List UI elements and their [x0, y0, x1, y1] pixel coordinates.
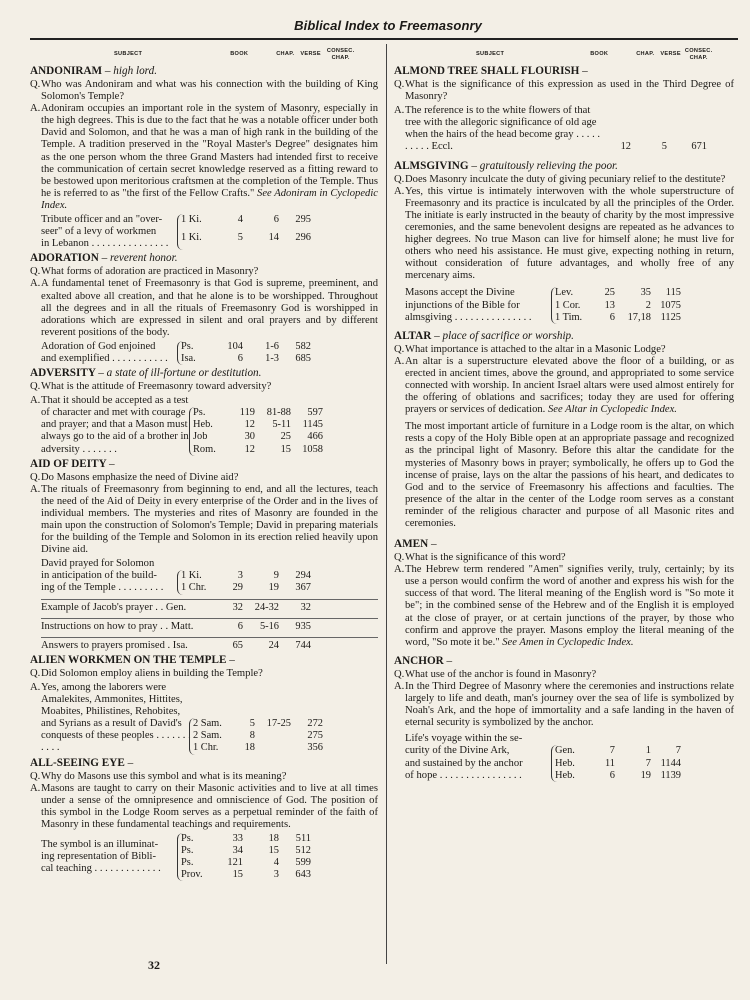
ref-table — [177, 214, 311, 250]
answer-text: A fundamental tenet of Freemasonry is that God is supreme, preeminent, and exalted above all creation, and that he alone is to be worshipped. Throughout all the degrees and in all the rituals of Freemasonry God is worshipped in adorations which are expressed in silent and oral prayers and by different reverent positions of the body. — [41, 278, 378, 338]
q-label: Q. — [30, 266, 41, 278]
answer-text: Yes, among the laborers were Amalekites, Ammonites, Hittites, Moabites, Philistines, Rehobites, and Syrians as a result of David's conquests of these peoples . . . . . . . . . . . — [41, 681, 191, 754]
question — [394, 552, 734, 564]
verse-header: VERSE — [660, 51, 681, 57]
ref-verse: 81-88 — [266, 407, 291, 419]
definition: – a state of ill-fortune or destitution. — [98, 367, 262, 380]
answer-text: The reference is to the white flowers of that tree with the allegoric significance of old age when the hairs of the head become gray . . . . . . . . . . Eccl. — [405, 105, 601, 153]
question — [30, 79, 378, 103]
title-text: ANDONIRAM — [30, 65, 103, 77]
a-label: A. — [30, 681, 41, 693]
ref-consec: 294 — [295, 570, 311, 582]
book-header: BOOK — [230, 51, 249, 57]
a-label: A. — [30, 395, 41, 407]
entry-all-seeing-eye — [30, 757, 378, 882]
page-number: 32 — [148, 958, 160, 972]
a-label: A. — [30, 278, 41, 290]
question-text: Does Masonry inculcate the duty of giving pecuniary relief to the destitute? — [405, 173, 726, 185]
question-text: What use of the anchor is found in Masonry? — [405, 668, 597, 680]
ref-verse: 24 — [268, 639, 279, 651]
title-text: AID OF DEITY — [30, 457, 107, 470]
answer — [30, 783, 378, 831]
entry-title — [30, 252, 378, 265]
ref-consec: 582 — [295, 340, 311, 352]
q-label: Q. — [30, 381, 41, 393]
ref-book: Lev. — [555, 287, 574, 299]
answer-with-refs — [30, 682, 378, 755]
ref-verse: 5-11 — [272, 419, 291, 431]
ref-table — [551, 287, 681, 323]
ref-verse: 3 — [273, 869, 279, 881]
question — [30, 266, 378, 278]
ref-text: Masons accept the Divine injunctions of the Bible for almsgiving . . . . . . . . . . . . . . . — [405, 287, 532, 323]
definition: – — [446, 654, 453, 667]
entry-adversity — [30, 367, 378, 456]
ref-verse: 14 — [268, 232, 279, 244]
ref-book: Heb. — [193, 419, 213, 431]
a-label: A. — [30, 483, 41, 495]
ref-chap: 121 — [227, 857, 243, 869]
right-column — [394, 48, 734, 782]
question-text: What is the significance of this expression as used in the Third Degree of Masonry? — [405, 79, 734, 103]
a-label: A. — [30, 782, 41, 794]
ref-table — [177, 570, 311, 594]
entry-title — [30, 757, 378, 770]
question-text: What importance is attached to the altar in a Masonic Lodge? — [405, 343, 666, 355]
question — [394, 669, 734, 681]
q-label: Q. — [394, 552, 405, 564]
question — [394, 79, 734, 103]
ref-book: Ps. — [193, 407, 206, 419]
answer-text: Yes, this virtue is intimately interwoven with the whole superstructure of Freemasonry and its practice is inculcated by all the principles of the Order. The initiate is early instructed in the beauty of charity by the most impressive ceremonies, and the same benevolent designs are repeated as he advances to higher degrees. No true Mason can live for himself alone; he must live for others who need his assistance. He must give, expecting nothing in return, without consideration of future advantages, and wholly free of any mercenary aims. — [405, 185, 734, 282]
entry-alien-workmen — [30, 654, 378, 755]
ref-chap: 30 — [244, 431, 255, 443]
title-text: ALIEN WORKMEN ON THE TEMPLE — [30, 653, 227, 666]
ref-book: Ps. — [181, 340, 194, 352]
ref-book: 2 Sam. — [193, 718, 222, 730]
ref-consec: 512 — [295, 845, 311, 857]
q-label: Q. — [394, 343, 405, 355]
title-text: ADVERSITY — [30, 367, 96, 380]
q-label: Q. — [394, 668, 405, 680]
ref-verse: 25 — [280, 431, 291, 443]
consec-header — [685, 48, 713, 63]
answer-text: Masons are taught to carry on their Masonic activities and to live at all times under a sense of the omnipresence and omniscience of God. The position of this symbol in the Lodge Room serves as a perpetual reminder of the faith of Masonry in these fundamental teachings and requirements. — [41, 782, 378, 830]
ref-verse: 15 — [268, 845, 279, 857]
chap-header: CHAP. — [636, 51, 655, 57]
ref-chap: 18 — [244, 742, 255, 754]
ref-consec: 1058 — [302, 443, 323, 455]
ref-chap: 3 — [237, 570, 243, 582]
ref-book: 1 Ki. — [181, 232, 202, 244]
ref-chap: 8 — [249, 730, 255, 742]
ref-verse: 1-3 — [265, 352, 279, 364]
ref-chap: 12 — [620, 141, 631, 153]
answer — [394, 564, 734, 649]
ref-table — [225, 621, 311, 633]
a-label: A. — [394, 355, 405, 367]
answer-text: In the Third Degree of Masonry where the ceremonies and instructions relate largely to life and death, man's journey over the sea of life is symbolized by Noah's Ark, and the hope of immortality and a safe landing in the haven of eternal security is symbolized by the anchor. — [405, 680, 734, 729]
question — [30, 668, 378, 680]
see-reference: See Altar in Cyclopedic Index. — [547, 404, 677, 416]
entry-almond-tree — [394, 65, 734, 154]
scripture-refs — [41, 833, 378, 881]
column-divider — [386, 44, 387, 964]
entry-anchor — [394, 655, 734, 782]
ref-chap: 34 — [232, 845, 243, 857]
ref-chap: 25 — [604, 287, 615, 299]
a-label: A. — [394, 680, 405, 692]
ref-book: Prov. — [181, 869, 203, 881]
ref-consec: 7 — [675, 745, 681, 757]
title-text: ALTAR — [394, 329, 432, 342]
ref-consec: 935 — [295, 620, 311, 632]
q-label: Q. — [30, 79, 41, 90]
ref-book: Ps. — [181, 832, 194, 844]
answer — [30, 278, 378, 338]
entry-title — [394, 538, 734, 551]
ref-text: Example of Jacob's prayer . . Gen. — [41, 601, 187, 613]
entry-title — [30, 65, 378, 78]
title-text: ALL-SEEING EYE — [30, 756, 125, 769]
definition: – reverent honor. — [101, 252, 178, 265]
answer — [394, 105, 601, 153]
ref-chap: 11 — [604, 757, 615, 769]
ref-verse: 19 — [268, 582, 279, 594]
ref-consec: 599 — [295, 857, 311, 869]
ref-book: Rom. — [193, 443, 216, 455]
ref-consec: 1125 — [660, 311, 681, 323]
answer — [30, 395, 193, 455]
ref-text: Answers to prayers promised . Isa. — [41, 639, 188, 651]
ref-book: 1 Ki. — [181, 570, 202, 582]
extra-ref — [41, 621, 378, 633]
ref-verse: 9 — [273, 570, 279, 582]
ref-consec: 356 — [307, 742, 323, 754]
entry-amen — [394, 538, 734, 649]
ref-consec: 275 — [307, 730, 323, 742]
see-reference: See Amen in Cyclopedic Index. — [502, 636, 634, 648]
ref-verse: 15 — [280, 443, 291, 455]
answer — [394, 186, 734, 283]
ref-consec: 32 — [300, 601, 311, 613]
answer-text: An altar is a superstructure elevated above the floor of a building, or as erected in ancient times, above the ground, and appropriated to some service connected with worship. In ancient Israel altars were used almost entirely for the offering of oblations and sacrifices; today they are used for offering prayers or services of dedication. — [405, 355, 734, 416]
title-text: ANCHOR — [394, 654, 444, 667]
ref-book: 1 Cor. — [555, 299, 581, 311]
entry-title — [394, 330, 734, 343]
ref-chap: 4 — [237, 214, 243, 226]
ref-book: Gen. — [555, 745, 575, 757]
consec-label: CONSEC. — [326, 48, 355, 54]
ref-chap: 6 — [609, 311, 615, 323]
ref-verse: 7 — [645, 757, 651, 769]
ref-book: Heb. — [555, 769, 575, 781]
ref-verse: 17,18 — [627, 311, 651, 323]
extra-ref — [41, 602, 378, 614]
ref-verse: 24-32 — [254, 601, 279, 613]
book-header: BOOK — [590, 51, 609, 57]
ref-consec: 295 — [295, 214, 311, 226]
ref-verse: 19 — [640, 769, 651, 781]
divider — [41, 637, 378, 638]
question — [30, 472, 378, 484]
ref-book: 1 Chr. — [193, 742, 219, 754]
subject-header: SUBJECT — [476, 51, 505, 57]
ref-verse: 35 — [640, 287, 651, 299]
question-text: What is the significance of this word? — [405, 552, 566, 564]
running-head: Biblical Index to Freemasonry — [294, 18, 482, 33]
question — [30, 771, 378, 783]
divider — [41, 599, 378, 600]
ref-consec: 466 — [307, 431, 323, 443]
answer — [30, 484, 378, 557]
ref-chap: 12 — [244, 419, 255, 431]
definition: – gratuitously relieving the poor. — [471, 159, 618, 172]
ref-book: 1 Ki. — [181, 214, 202, 226]
ref-consec: 643 — [295, 869, 311, 881]
ref-chap: 7 — [609, 745, 615, 757]
left-column — [30, 48, 378, 881]
entry-title — [30, 367, 378, 380]
answer-text: The Hebrew term rendered "Amen" signifies verily, truly, certainly; by its use a person would confirm the word of another and express his wish for the success of that word. The literal meaning of the English word is "So mote it be"; in the combined sense of the Hebrew and of the English it is employed at the close of prayer, or at certain junctions of the prayer, by those who confirm and approve the prayer. Masons employ the literal meaning of the word, "So mote it be." — [405, 564, 734, 648]
column-header — [30, 48, 378, 63]
entry-title — [394, 160, 734, 173]
q-label: Q. — [394, 173, 405, 185]
ref-chap: 5 — [237, 232, 243, 244]
a-label: A. — [394, 185, 405, 197]
title-text: ALMSGIVING — [394, 159, 469, 172]
entry-adoration — [30, 252, 378, 365]
ref-text: Adoration of God enjoined and exemplified . . . . . . . . . . . — [41, 340, 168, 364]
ref-book: Isa. — [181, 352, 196, 364]
question-text: What is the attitude of Freemasonry toward adversity? — [41, 381, 272, 393]
subject-header: SUBJECT — [114, 51, 143, 57]
definition: – high lord. — [104, 65, 157, 77]
q-label: Q. — [30, 770, 41, 782]
column-header — [394, 48, 734, 63]
extra-ref — [41, 640, 378, 652]
title-text: ALMOND TREE SHALL FLOURISH — [394, 65, 580, 77]
ref-book: 1 Tim. — [555, 311, 583, 323]
ref-book: Heb. — [555, 757, 575, 769]
ref-chap: 119 — [239, 407, 255, 419]
consec-label: CONSEC. — [684, 48, 713, 54]
ref-consec: 597 — [307, 407, 323, 419]
ref-consec: 272 — [307, 718, 323, 730]
divider — [41, 618, 378, 619]
entry-aid-of-deity — [30, 458, 378, 652]
answer — [394, 681, 734, 729]
scripture-refs — [405, 733, 734, 781]
ref-table — [177, 341, 311, 365]
ref-chap: 104 — [227, 340, 243, 352]
ref-table — [225, 640, 311, 652]
ref-chap: 32 — [232, 601, 243, 613]
definition: – — [127, 756, 134, 769]
ref-consec: 671 — [691, 141, 707, 153]
entry-title — [394, 655, 734, 668]
ref-text: Instructions on how to pray . . Matt. — [41, 620, 194, 632]
title-text: AMEN — [394, 538, 429, 551]
header-rule — [30, 38, 738, 40]
ref-book: Ps. — [181, 857, 194, 869]
ref-consec: 744 — [295, 639, 311, 651]
ref-chap: 65 — [232, 639, 243, 651]
q-label: Q. — [30, 667, 41, 679]
definition: – — [430, 538, 437, 551]
ref-table — [225, 602, 311, 614]
ref-chap: 12 — [244, 443, 255, 455]
ref-consec: 115 — [665, 287, 681, 299]
ref-verse: 18 — [268, 832, 279, 844]
q-label: Q. — [394, 79, 405, 90]
ref-chap: 29 — [232, 582, 243, 594]
ref-chap: 6 — [237, 352, 243, 364]
ref-consec: 367 — [295, 582, 311, 594]
ref-book: 1 Chr. — [181, 582, 207, 594]
scripture-refs — [41, 341, 378, 365]
ref-chap: 5 — [249, 718, 255, 730]
question — [30, 381, 378, 393]
ref-verse: 5-16 — [259, 620, 279, 632]
answer — [30, 103, 378, 212]
answer-with-refs — [394, 105, 734, 153]
see-reference: See Adoniram in Cyclopedic Index. — [41, 187, 378, 211]
entry-almsgiving — [394, 160, 734, 324]
ref-chap: 13 — [604, 299, 615, 311]
definition: – — [229, 653, 235, 666]
question-text: What forms of adoration are practiced in Masonry? — [41, 266, 259, 278]
ref-consec: 1145 — [302, 419, 323, 431]
question — [394, 344, 734, 356]
a-label: A. — [394, 564, 405, 576]
ref-verse: 17-25 — [266, 718, 291, 730]
ref-consec: 685 — [295, 352, 311, 364]
ref-table — [551, 745, 681, 781]
ref-chap: 6 — [237, 620, 243, 632]
entry-altar — [394, 330, 734, 530]
ref-text: David prayed for Solomon in anticipation of the build- ing of the Temple . . . . . . . . . — [41, 558, 164, 594]
ref-verse: 6 — [273, 214, 279, 226]
ref-verse: 5 — [661, 141, 667, 153]
altar-note: The most important article of furniture in a Lodge room is the altar, on which rests a copy of the Holy Bible open at an appropriate passage and recognized as the principal light of Masonry. Before this altar the candidate for the mysteries of Masonry bows in prayer; symbolically, he offers up to God the incense of praise, lays on the altar the passions of his heart, and dedicates to God and to the service of Freemasonry his affections and faculties. The presence of the altar in the center of the Lodge room serves as a constant reminder of the religious character and purpose of all Masonic rites and ceremonies. — [405, 421, 734, 529]
entry-andoniram — [30, 65, 378, 250]
ref-book: 2 Sam. — [193, 730, 222, 742]
ref-chap: 33 — [232, 832, 243, 844]
scripture-refs — [405, 287, 734, 323]
ref-table — [601, 141, 707, 153]
ref-book: Ps. — [181, 845, 194, 857]
verse-header: VERSE — [300, 51, 321, 57]
consec-header — [327, 48, 355, 63]
ref-table — [189, 718, 323, 754]
entry-title — [394, 65, 734, 78]
entry-title — [30, 654, 378, 667]
ref-text: The symbol is an illuminat- ing representation of Bibli- cal teaching . . . . . . . . . . . . . — [41, 839, 161, 875]
question-text: Why do Masons use this symbol and what is its meaning? — [41, 770, 287, 782]
ref-verse: 4 — [273, 857, 279, 869]
ref-consec: 1144 — [660, 757, 681, 769]
ref-text: Life's voyage within the se- curity of the Divine Ark, and sustained by the anchor of hope . . . . . . . . . . . . . . . . — [405, 733, 523, 781]
ref-book: Job — [193, 431, 208, 443]
question-text: Do Masons emphasize the need of Divine aid? — [41, 471, 239, 483]
consec-label-2: CHAP. — [331, 55, 350, 61]
ref-consec: 511 — [295, 832, 311, 844]
ref-verse — [255, 730, 291, 742]
a-label: A. — [30, 103, 41, 115]
ref-verse: 1 — [645, 745, 651, 757]
ref-verse: 1-6 — [265, 340, 279, 352]
ref-chap: 6 — [609, 769, 615, 781]
title-text: ADORATION — [30, 252, 99, 265]
ref-table — [177, 833, 311, 881]
consec-label-2: CHAP. — [689, 55, 708, 61]
ref-chap: 15 — [232, 869, 243, 881]
ref-consec: 296 — [295, 232, 311, 244]
a-label: A. — [394, 105, 405, 117]
answer — [30, 682, 193, 755]
definition: – — [109, 457, 115, 470]
ref-verse — [255, 742, 291, 754]
answer-text: That it should be accepted as a test of character and met with courage and prayer; and that a Mason must always go to the aid of a brother in adversity . . . . . . . — [41, 395, 189, 455]
answer-text: Adoniram occupies an important role in the system of Masonry, especially in the high degrees. This is due to the fact that he was a notable officer under both David and Solomon, and that he was a man of high rank in the building of the Temple. A tradition preserved in the "Royal Master's Degree" designates him as the one person whom the three Grand Masters had intended first to receive the communication of certain secret knowledge reserved as a fitting reward to be bestowed upon meritorious craftsmen at the completion of the Temple. Thus he is referred to as "the first of the Fellow Crafts." — [41, 103, 378, 199]
chap-header: CHAP. — [276, 51, 295, 57]
scripture-refs — [41, 214, 378, 250]
ref-table — [189, 407, 323, 455]
q-label: Q. — [30, 471, 41, 483]
ref-consec: 1139 — [660, 769, 681, 781]
entry-title — [30, 458, 378, 471]
ref-verse: 2 — [645, 299, 651, 311]
scripture-refs — [41, 558, 378, 594]
definition: – place of sacrifice or worship. — [434, 329, 574, 342]
answer — [394, 356, 734, 416]
question-text: Did Solomon employ aliens in building the Temple? — [41, 667, 263, 679]
ref-text: Tribute officer and an "over- seer" of a levy of workmen in Lebanon . . . . . . . . . . . . . . . — [41, 214, 169, 250]
answer-with-refs — [30, 395, 378, 455]
answer-text: The rituals of Freemasonry from beginning to end, and all the lectures, teach the need of the Aid of Deity in every enterprise of the Order and in the lives of individual members. The mysteries and rites of Masonry are founded in the main upon the construction of Solomon's Temple; David in preparing materials for the building of the Temple and Solomon in its erection relied heavily upon Divine aid. — [41, 483, 378, 556]
ref-consec: 1075 — [660, 299, 681, 311]
question — [394, 174, 734, 186]
definition: – — [582, 65, 588, 77]
question-text: Who was Andoniram and what was his connection with the building of King Solomon's Temple? — [41, 79, 378, 103]
